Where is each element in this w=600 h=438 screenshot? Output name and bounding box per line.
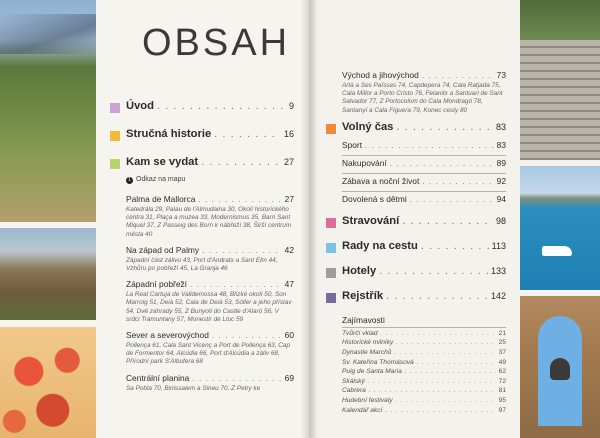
toc-rejstrik-page: 142 [490, 290, 506, 301]
toc-hotely[interactable] [326, 265, 506, 284]
toc-volny[interactable] [326, 121, 506, 140]
zajimavost-page: 95 [498, 396, 506, 404]
zajimavost-page: 21 [498, 329, 506, 337]
toc-uvod-label: Úvod [126, 100, 154, 112]
kam-color-square [110, 159, 120, 169]
zajimavost-item[interactable] [326, 407, 506, 417]
toc-item-label: Zábava a noční život [342, 175, 420, 186]
toc-sub-page: 47 [284, 279, 294, 290]
zajimavost-label: Hudební festivaly [342, 396, 393, 404]
toc-sub-label: Centrální planina [126, 372, 190, 383]
zajimavost-item[interactable] [326, 378, 506, 388]
zajimavost-page: 25 [498, 339, 506, 347]
toc-item-zabava[interactable] [326, 176, 506, 189]
toc-sub-page: 69 [284, 372, 294, 383]
zajimavost-item[interactable] [326, 397, 506, 407]
zajimavost-label: Puig de Santa Maria [342, 368, 402, 376]
map-reference-text: Odkaz na mapu [136, 176, 186, 183]
toc-item-page: 83 [496, 139, 506, 150]
toc-sub-palma[interactable] [110, 194, 294, 204]
toc-rady[interactable] [326, 240, 506, 259]
uvod-color-square [110, 103, 120, 113]
zajimavost-label: Cabrera [342, 387, 366, 395]
toc-sub-label: Palma de Mallorca [126, 194, 196, 204]
toc-stravovani-page: 98 [495, 215, 506, 226]
toc-historie[interactable] [110, 128, 294, 146]
toc-sub-label: Sever a severovýchod [126, 330, 209, 341]
toc-historie-label: Stručná historie [126, 128, 212, 140]
zajimavost-page: 49 [498, 358, 506, 366]
village-photo [0, 228, 96, 320]
map-reference-note [110, 176, 294, 184]
toc-kam-page: 27 [283, 157, 294, 167]
toc-left-column [110, 100, 294, 399]
zajimavost-label: Dynastie Marchů [342, 349, 392, 356]
toc-item-page: 89 [496, 157, 506, 168]
toc-sub-centralni[interactable] [110, 373, 294, 383]
toc-sub-vychod[interactable] [326, 70, 506, 80]
rady-color-square [326, 243, 336, 253]
toc-sub-sever[interactable] [110, 330, 294, 340]
toc-uvod[interactable] [110, 100, 294, 118]
divider [342, 191, 506, 192]
zajimavost-label: Kalendář akcí [342, 406, 383, 414]
map-reference-icon: 1 [126, 177, 133, 184]
sea-boat-photo [520, 166, 600, 290]
toc-uvod-page: 9 [288, 101, 294, 111]
rejstrik-color-square [326, 293, 336, 303]
hotely-color-square [326, 268, 336, 278]
page-title: OBSAH [141, 22, 291, 64]
zajimavost-label: Tvůrčí vklad [342, 329, 378, 337]
toc-sub-label: Na západ od Palmy [126, 244, 200, 255]
divider [342, 173, 506, 174]
toc-sub-page: 60 [284, 330, 294, 341]
toc-rady-page: 113 [491, 240, 506, 251]
toc-item-label: Sport [342, 139, 363, 150]
zajimavost-item[interactable] [326, 359, 506, 369]
stravovani-color-square [326, 218, 336, 228]
zajimavost-label: Skálský [342, 377, 365, 385]
zajimavost-page: 97 [498, 406, 506, 414]
divider [342, 327, 506, 328]
toc-hotely-page: 133 [490, 265, 506, 276]
mountain-coast-photo [0, 0, 96, 222]
toc-volny-label: Volný čas [342, 120, 394, 133]
zajimavost-page: 62 [498, 368, 506, 376]
zajimavost-item[interactable] [326, 339, 506, 349]
toc-sub-zapadni-pobrezi[interactable] [110, 279, 294, 289]
toc-hotely-label: Hotely [342, 264, 377, 277]
toc-stravovani-label: Stravování [342, 214, 400, 227]
toc-sub-desc: Katedrála 29, Palau de l'Almudaina 30, Okolí historického centra 31, Plaça a muzea 33, Modernismus 35, Barri Sant Miquel 37, Z Passeig des Born k nábřeží 38, Širší centrum města 40 [126, 206, 292, 238]
food-photo [0, 327, 96, 438]
toc-item-page: 92 [496, 175, 506, 186]
toc-sub-desc: La Real Cartuja de Valldemossa 48, Blízké okolí 50, Son Marroig 51, Deià 52, Cala de Deià 53, Sóller a jeho přístav 54, Dvě zahrady 55, Z Bunyolí do Castle d'Alaró 56, V srdci Tramuntany 57, Monestir de Lluc 59 [126, 291, 292, 323]
zajimavost-page: 72 [498, 377, 506, 385]
toc-sub-desc: Pollença 61, Cala Sant Vicenç a Port de Pollença 63, Cap de Formentor 64, Alcúdia 66, Port d'Alcúdia a záliv 68, Přírodní park S'Albufera 68 [126, 342, 291, 366]
toc-sub-label: Východ a jihovýchod [342, 70, 419, 80]
toc-sub-desc: Sa Pobla 70, Binissalem a Sineu 70, Z Petry ke [126, 384, 261, 392]
book-gutter [300, 0, 318, 438]
toc-sub-desc: Artà a Ses Païsses 74, Capdepera 74, Cala Ratjada 75, Cala Millor a Porto Cristo 76, Felanitx a Santuari de Sant Salvador 77, Z Portocolom do Cala Mondragó 78, Santanyí a Cala Figuera 79, Konec cesty 80 [342, 82, 503, 114]
toc-item-sport[interactable] [326, 140, 506, 153]
toc-sub-desc: Západní část zálivu 43, Port d'Andratx a Sant Elm 44, Vzhůru po pobřeží 45, La Granja 46 [126, 256, 278, 273]
stone-steps-photo [520, 0, 600, 160]
toc-item-nakupovani[interactable] [326, 158, 506, 171]
toc-right-column [326, 70, 506, 416]
toc-rejstrik-label: Rejstřík [342, 289, 384, 302]
toc-historie-page: 16 [283, 129, 294, 139]
toc-sub-zapad[interactable] [110, 245, 294, 255]
toc-item-page: 94 [496, 193, 506, 204]
zajimavost-page: 37 [498, 349, 506, 356]
toc-sub-page: 42 [284, 244, 294, 255]
bell-tower-photo [520, 296, 600, 438]
zajimavost-item[interactable] [326, 387, 506, 397]
toc-stravovani[interactable] [326, 215, 506, 234]
zajimavost-item[interactable] [326, 368, 506, 378]
toc-volny-page: 83 [495, 121, 506, 132]
toc-item-label: Nakupování [342, 157, 387, 168]
volny-color-square [326, 124, 336, 134]
toc-kam-label: Kam se vydat [126, 156, 199, 168]
toc-sub-page: 73 [496, 70, 506, 80]
historie-color-square [110, 131, 120, 141]
zajimavosti-heading: Zajímavosti [342, 314, 385, 325]
zajimavost-page: 81 [498, 387, 506, 395]
divider [342, 155, 506, 156]
toc-sub-label: Západní pobřeží [126, 279, 187, 290]
toc-kam[interactable] [110, 156, 294, 174]
zajimavost-label: Sv. Kateřina Thomásová [342, 358, 414, 366]
toc-rejstrik[interactable] [326, 290, 506, 309]
toc-item-label: Dovolená s dětmi [342, 193, 407, 204]
toc-sub-page: 27 [284, 194, 294, 204]
toc-rady-label: Rady na cestu [342, 239, 418, 252]
zajimavost-label: Historické milníky [342, 339, 394, 347]
toc-item-dovolena[interactable] [326, 194, 506, 207]
zajimavost-item[interactable] [326, 330, 506, 340]
zajimavost-item[interactable] [326, 349, 506, 359]
